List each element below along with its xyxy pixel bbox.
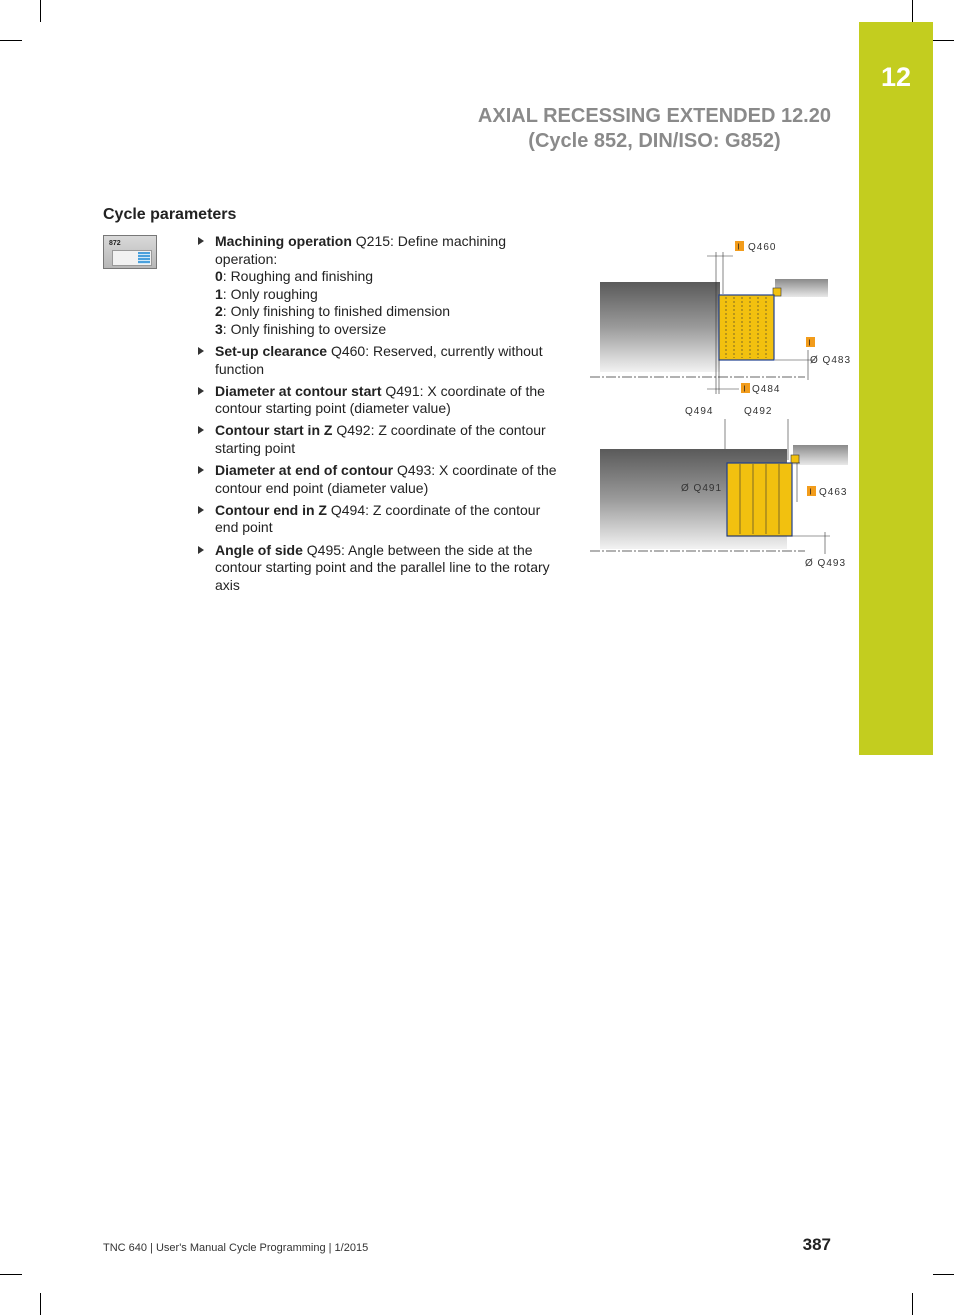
chapter-number: 12: [880, 62, 912, 92]
tool-holder: [775, 279, 828, 297]
parameter-name: Set-up clearance: [215, 343, 328, 360]
crop-mark: [40, 0, 41, 22]
crop-mark: [933, 1274, 954, 1275]
crop-mark: [933, 40, 954, 41]
footer-text: TNC 640 | User's Manual Cycle Programming | 1/2015: [103, 1242, 369, 1254]
tool-insert: [791, 455, 799, 463]
parameter-text: Q494: Z coordinate of the contour end point: [215, 501, 541, 536]
page-header: [478, 104, 831, 154]
parameter-name: Diameter at contour start: [215, 382, 382, 399]
crop-mark: [40, 1293, 41, 1315]
option-line: [215, 286, 558, 304]
crop-mark: [912, 0, 913, 22]
parameter-item: [196, 502, 558, 537]
tool-holder: [793, 445, 848, 465]
option-text: : Only finishing to finished dimension: [222, 303, 451, 320]
page-number: 387: [802, 1235, 831, 1254]
parameter-item: [196, 542, 558, 595]
label-q494: Q494: [685, 406, 714, 417]
option-text: : Only roughing: [222, 285, 318, 302]
parameter-item: [196, 462, 558, 497]
parameter-list: [196, 233, 558, 599]
parameter-item: [196, 233, 558, 339]
option-line: [215, 321, 558, 339]
parameter-name: Contour start in Z: [215, 422, 333, 439]
parameter-name: Machining operation: [215, 233, 352, 249]
parameter-item: [196, 343, 558, 378]
marker-label: I: [737, 242, 740, 252]
workpiece: [600, 282, 720, 372]
marker-label: I: [808, 338, 811, 348]
label-q483: Ø Q483: [810, 355, 852, 366]
parameter-name: Diameter at end of contour: [215, 462, 394, 479]
option-line: [215, 268, 558, 286]
section-title: Cycle parameters: [103, 206, 237, 223]
parameter-name: Angle of side: [215, 541, 303, 558]
label-q492: Q492: [744, 406, 773, 417]
parameter-text: Q460: Reserved, currently without function: [215, 343, 543, 377]
label-q493: Ø Q493: [805, 558, 847, 569]
option-code: 3: [215, 320, 223, 337]
parameter-text: Q492: Z coordinate of the contour starting point: [215, 422, 546, 457]
parameter-item: [196, 383, 558, 418]
top-diagram: [590, 241, 851, 395]
option-code: 0: [215, 268, 223, 285]
crop-mark: [0, 1274, 22, 1275]
header-title-line2: (Cycle 852, DIN/ISO: G852): [528, 130, 781, 152]
parameter-text: Q215: Define machining operation:: [215, 233, 506, 267]
marker-label: I: [743, 384, 746, 394]
cycle-diagram: [585, 232, 855, 577]
parameter-item: [196, 422, 558, 457]
header-title-line1: AXIAL RECESSING EXTENDED 12.20: [477, 105, 831, 127]
softkey-picture: [112, 250, 152, 266]
softkey-label: 872: [109, 240, 121, 247]
recess-icon: [138, 252, 150, 264]
option-code: 2: [215, 303, 223, 320]
label-q491: Ø Q491: [681, 483, 723, 494]
label-q484: Q484: [752, 384, 781, 395]
cycle-softkey-icon: [103, 235, 157, 269]
recess-area: [727, 463, 792, 536]
option-line: [215, 303, 558, 321]
bottom-diagram: [590, 406, 848, 569]
chapter-tab: [859, 22, 933, 755]
label-q463: Q463: [819, 487, 848, 498]
option-text: : Roughing and finishing: [222, 268, 374, 285]
marker-label: I: [809, 487, 812, 497]
parameter-name: Contour end in Z: [215, 501, 327, 518]
parameter-text: Q495: Angle between the side at the contour starting point and the parallel line to the rotary axis: [215, 541, 550, 593]
option-code: 1: [215, 285, 223, 302]
option-text: : Only finishing to oversize: [222, 320, 387, 337]
label-q460: Q460: [748, 242, 777, 253]
parameter-text: Q491: X coordinate of the contour starting point (diameter value): [215, 382, 545, 417]
crop-mark: [912, 1293, 913, 1315]
parameter-text: Q493: X coordinate of the contour end point (diameter value): [215, 462, 557, 496]
crop-mark: [0, 40, 22, 41]
